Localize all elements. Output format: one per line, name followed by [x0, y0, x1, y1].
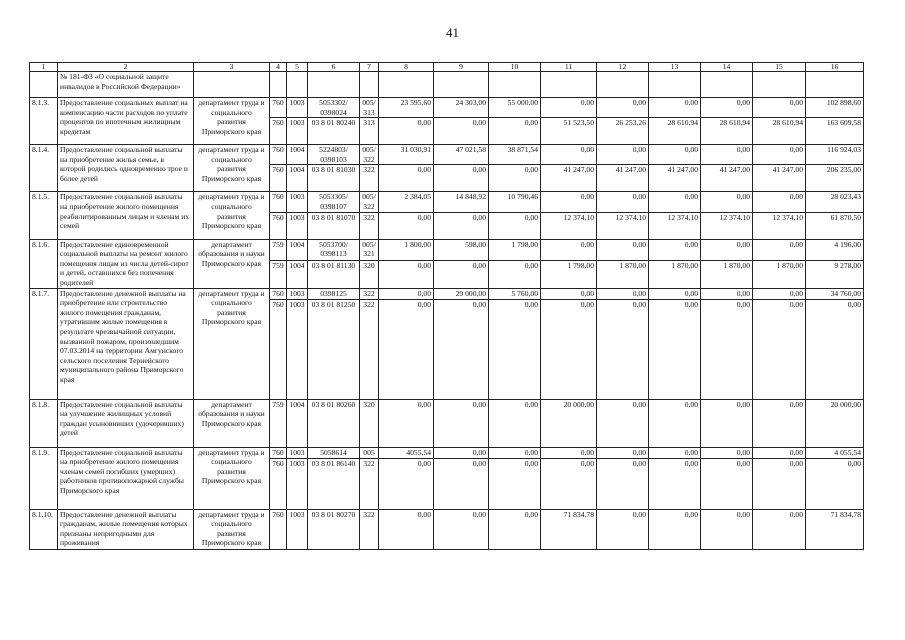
column-header: 13: [649, 63, 701, 72]
responsible-org: департамент труда и социального развития Приморского края: [194, 98, 270, 145]
year-amount: 0,00: [489, 260, 541, 288]
year-amount: 0,00: [753, 447, 806, 458]
year-amount: 14 848,92: [434, 192, 489, 212]
target-article: 03 8 01 81070: [308, 212, 360, 239]
item-name: Предоставление денежной выплаты на приобретение или строительство жилого помещения гражданам, утратившим жилые помещения в результате чрезвычайной ситуации, вызванной пожаром, произошедшим 07.03.2014 на территории Амгунского сельского поселения Тернейского муниципального района Приморского края: [58, 288, 194, 399]
year-amount: 0,00: [597, 192, 649, 212]
item-code: 8.1.5.: [30, 192, 58, 239]
expense-type: 005/ 321: [360, 239, 379, 260]
year-amount: 0,00: [753, 239, 806, 260]
year-amount: 0,00: [489, 212, 541, 239]
responsible-org: департамент труда и социального развития Приморского края: [194, 288, 270, 399]
year-amount: 0,00: [649, 458, 701, 509]
total-amount: 0,00: [806, 299, 864, 399]
year-amount: 0,00: [379, 288, 434, 299]
year-amount: 0,00: [434, 509, 489, 549]
item-name: Предоставление социальной выплаты на улучшение жилищных условий граждан усыновивших (удочеривших) детей: [58, 399, 194, 447]
total-amount: 163 609,58: [806, 118, 864, 145]
column-header: 16: [806, 63, 864, 72]
year-amount: 28 610,94: [753, 118, 806, 145]
table-row: [30, 509, 864, 549]
section-code: 1004: [287, 399, 308, 447]
year-amount: 1 870,00: [753, 260, 806, 288]
column-header: 3: [194, 63, 270, 72]
year-amount: [434, 72, 489, 98]
section-code: 1003: [287, 299, 308, 399]
item-name: Предоставление социальной выплаты на приобретение жилого помещения реабилитированным лицам и членам их семей: [58, 192, 194, 239]
target-article: [308, 72, 360, 98]
year-amount: 0,00: [753, 192, 806, 212]
section-code: 1004: [287, 239, 308, 260]
target-article: 5053700/ 0398113: [308, 239, 360, 260]
total-amount: 116 924,03: [806, 145, 864, 165]
responsible-org: департамент труда и социального развития Приморского края: [194, 145, 270, 192]
total-amount: [806, 72, 864, 98]
responsible-org: департамент труда и социального развития Приморского края: [194, 192, 270, 239]
year-amount: 47 021,58: [434, 145, 489, 165]
year-amount: 0,00: [753, 509, 806, 549]
year-amount: [597, 72, 649, 98]
item-code: 8.1.9.: [30, 447, 58, 509]
year-amount: 0,00: [434, 260, 489, 288]
year-amount: 0,00: [434, 212, 489, 239]
expense-type: 320: [360, 399, 379, 447]
column-header: 15: [753, 63, 806, 72]
year-amount: 0,00: [649, 447, 701, 458]
responsible-org: департамент труда и социального развития Приморского края: [194, 447, 270, 509]
item-code: 8.1.6.: [30, 239, 58, 288]
year-amount: 0,00: [649, 98, 701, 118]
year-amount: 0,00: [489, 509, 541, 549]
grbs-code: 760: [270, 192, 287, 212]
expense-type: 322: [360, 509, 379, 549]
section-code: 1003: [287, 118, 308, 145]
year-amount: 12 374,10: [541, 212, 597, 239]
year-amount: 0,00: [649, 399, 701, 447]
year-amount: 71 834,78: [541, 509, 597, 549]
year-amount: 0,00: [379, 458, 434, 509]
year-amount: 0,00: [541, 145, 597, 165]
table-row: [30, 192, 864, 212]
year-amount: 4055,54: [379, 447, 434, 458]
total-amount: 0,00: [806, 458, 864, 509]
expense-type: 322: [360, 299, 379, 399]
year-amount: [541, 72, 597, 98]
year-amount: 0,00: [379, 399, 434, 447]
item-code: 8.1.7.: [30, 288, 58, 399]
year-amount: 2 384,05: [379, 192, 434, 212]
year-amount: 0,00: [379, 260, 434, 288]
item-code: 8.1.3.: [30, 98, 58, 145]
year-amount: 0,00: [597, 399, 649, 447]
target-article: 03 8 01 86140: [308, 458, 360, 509]
total-amount: 4 196,00: [806, 239, 864, 260]
item-name: Предоставление денежной выплаты гражданам, жилые помещения которых признаны непригодными для проживания: [58, 509, 194, 549]
year-amount: 0,00: [701, 98, 753, 118]
year-amount: 0,00: [434, 299, 489, 399]
year-amount: 5 760,00: [489, 288, 541, 299]
year-amount: [701, 72, 753, 98]
year-amount: 0,00: [541, 288, 597, 299]
section-code: 1003: [287, 98, 308, 118]
year-amount: 0,00: [379, 212, 434, 239]
item-name: № 181-ФЗ «О социальной защите инвалидов в Российской Федерации»: [58, 72, 194, 98]
expense-type: [360, 72, 379, 98]
section-code: 1003: [287, 288, 308, 299]
section-code: 1003: [287, 509, 308, 549]
expense-type: 313: [360, 118, 379, 145]
year-amount: 28 610,94: [649, 118, 701, 145]
year-amount: 41 247,00: [701, 165, 753, 192]
expense-type: 005/ 313: [360, 98, 379, 118]
column-header: 1: [30, 63, 58, 72]
total-amount: 34 760,00: [806, 288, 864, 299]
year-amount: 0,00: [379, 165, 434, 192]
responsible-org: департамент образования и науки Приморского края: [194, 239, 270, 288]
year-amount: 0,00: [701, 299, 753, 399]
year-amount: 0,00: [597, 239, 649, 260]
target-article: 03 8 01 80270: [308, 509, 360, 549]
year-amount: 0,00: [753, 399, 806, 447]
expense-type: 005/ 322: [360, 145, 379, 165]
column-header: 12: [597, 63, 649, 72]
item-code: 8.1.8.: [30, 399, 58, 447]
year-amount: 26 253,26: [597, 118, 649, 145]
grbs-code: [270, 72, 287, 98]
item-name: Предоставление социальной выплаты на приобретение жилого помещения членам семей погибших (умерших) работников противопожарной службы Приморского края: [58, 447, 194, 509]
year-amount: 41 247,00: [541, 165, 597, 192]
table-body: [30, 63, 864, 550]
year-amount: 0,00: [753, 458, 806, 509]
responsible-org: департамент труда и социального развития Приморского края: [194, 509, 270, 549]
year-amount: 0,00: [541, 458, 597, 509]
column-header: 6: [308, 63, 360, 72]
section-code: 1003: [287, 447, 308, 458]
year-amount: 0,00: [649, 239, 701, 260]
year-amount: 0,00: [597, 447, 649, 458]
year-amount: 0,00: [489, 447, 541, 458]
table-row: [30, 399, 864, 447]
year-amount: 1 870,00: [649, 260, 701, 288]
column-header: 4: [270, 63, 287, 72]
grbs-code: 760: [270, 98, 287, 118]
column-header: 8: [379, 63, 434, 72]
section-code: 1003: [287, 458, 308, 509]
year-amount: 0,00: [434, 447, 489, 458]
grbs-code: 760: [270, 165, 287, 192]
item-code: 8.1.4.: [30, 145, 58, 192]
grbs-code: 760: [270, 212, 287, 239]
table-row: [30, 239, 864, 260]
year-amount: 0,00: [753, 98, 806, 118]
year-amount: 0,00: [701, 288, 753, 299]
total-amount: 4 055,54: [806, 447, 864, 458]
table-row: [30, 98, 864, 118]
year-amount: 51 523,50: [541, 118, 597, 145]
column-header: 9: [434, 63, 489, 72]
grbs-code: 759: [270, 399, 287, 447]
year-amount: 0,00: [597, 299, 649, 399]
year-amount: 0,00: [434, 118, 489, 145]
year-amount: 1 870,00: [701, 260, 753, 288]
section-code: [287, 72, 308, 98]
expense-type: 322: [360, 458, 379, 509]
year-amount: 0,00: [489, 399, 541, 447]
year-amount: 0,00: [541, 239, 597, 260]
total-amount: 102 898,60: [806, 98, 864, 118]
year-amount: 0,00: [701, 192, 753, 212]
year-amount: 0,00: [701, 145, 753, 165]
column-header: 2: [58, 63, 194, 72]
item-name: Предоставление социальных выплат на компенсацию части расходов по уплате процентов по ипотечным жилищным кредитам: [58, 98, 194, 145]
grbs-code: 760: [270, 299, 287, 399]
year-amount: 12 374,10: [649, 212, 701, 239]
year-amount: 0,00: [434, 165, 489, 192]
year-amount: 0,00: [489, 165, 541, 192]
year-amount: 1 798,00: [489, 239, 541, 260]
total-amount: 71 834,78: [806, 509, 864, 549]
target-article: 0398125: [308, 288, 360, 299]
expense-type: 322: [360, 165, 379, 192]
column-header: 7: [360, 63, 379, 72]
year-amount: 0,00: [701, 509, 753, 549]
year-amount: 0,00: [597, 145, 649, 165]
year-amount: 20 000,00: [541, 399, 597, 447]
section-code: 1003: [287, 212, 308, 239]
year-amount: 0,00: [701, 239, 753, 260]
target-article: 03 8 01 80260: [308, 399, 360, 447]
year-amount: 0,00: [753, 299, 806, 399]
table-row: [30, 288, 864, 299]
total-amount: 9 278,00: [806, 260, 864, 288]
year-amount: 0,00: [489, 118, 541, 145]
page-number: 41: [446, 25, 459, 40]
item-code: [30, 72, 58, 98]
expense-type: 322: [360, 212, 379, 239]
year-amount: 1 798,00: [541, 260, 597, 288]
header-row: [30, 63, 864, 72]
column-header: 11: [541, 63, 597, 72]
section-code: 1003: [287, 192, 308, 212]
target-article: 03 8 01 81250: [308, 299, 360, 399]
target-article: 03 8 01 81030: [308, 165, 360, 192]
year-amount: 0,00: [379, 118, 434, 145]
total-amount: 61 870,50: [806, 212, 864, 239]
year-amount: 12 374,10: [701, 212, 753, 239]
year-amount: 0,00: [379, 299, 434, 399]
year-amount: 1 800,00: [379, 239, 434, 260]
year-amount: 29 000,00: [434, 288, 489, 299]
expense-type: 320: [360, 260, 379, 288]
year-amount: 0,00: [434, 399, 489, 447]
year-amount: 0,00: [701, 399, 753, 447]
year-amount: 55 000,00: [489, 98, 541, 118]
total-amount: 206 235,00: [806, 165, 864, 192]
year-amount: 12 374,10: [753, 212, 806, 239]
year-amount: 1 870,00: [597, 260, 649, 288]
total-amount: 20 000,00: [806, 399, 864, 447]
year-amount: 0,00: [489, 299, 541, 399]
responsible-org: [194, 72, 270, 98]
section-code: 1004: [287, 145, 308, 165]
grbs-code: 760: [270, 145, 287, 165]
total-amount: 28 023,43: [806, 192, 864, 212]
year-amount: 0,00: [597, 288, 649, 299]
year-amount: 24 303,00: [434, 98, 489, 118]
year-amount: 0,00: [541, 192, 597, 212]
grbs-code: 760: [270, 447, 287, 458]
year-amount: 28 610,94: [701, 118, 753, 145]
year-amount: 0,00: [649, 192, 701, 212]
year-amount: 0,00: [541, 299, 597, 399]
year-amount: 12 374,10: [597, 212, 649, 239]
grbs-code: 760: [270, 509, 287, 549]
year-amount: 0,00: [701, 458, 753, 509]
year-amount: 0,00: [434, 458, 489, 509]
year-amount: 0,00: [597, 458, 649, 509]
grbs-code: 760: [270, 118, 287, 145]
target-article: 5058614: [308, 447, 360, 458]
grbs-code: 760: [270, 288, 287, 299]
year-amount: 0,00: [649, 299, 701, 399]
year-amount: 0,00: [597, 98, 649, 118]
column-header: 10: [489, 63, 541, 72]
column-header: 14: [701, 63, 753, 72]
year-amount: 0,00: [753, 145, 806, 165]
year-amount: 0,00: [489, 458, 541, 509]
year-amount: [649, 72, 701, 98]
year-amount: 31 030,91: [379, 145, 434, 165]
year-amount: 0,00: [649, 509, 701, 549]
section-code: 1004: [287, 260, 308, 288]
responsible-org: департамент образования и науки Приморского края: [194, 399, 270, 447]
budget-table: [29, 62, 864, 550]
grbs-code: 759: [270, 260, 287, 288]
section-code: 1004: [287, 165, 308, 192]
expense-type: 005/ 322: [360, 192, 379, 212]
target-article: 03 8 01 81130: [308, 260, 360, 288]
year-amount: 41 247,00: [753, 165, 806, 192]
year-amount: 10 790,46: [489, 192, 541, 212]
table-row: [30, 145, 864, 165]
target-article: 5224803/ 0398103: [308, 145, 360, 165]
year-amount: 0,00: [649, 145, 701, 165]
year-amount: 0,00: [541, 98, 597, 118]
target-article: 5053302/ 0398024: [308, 98, 360, 118]
expense-type: 005: [360, 447, 379, 458]
target-article: 5053305/ 0398107: [308, 192, 360, 212]
grbs-code: 759: [270, 239, 287, 260]
year-amount: [379, 72, 434, 98]
table-row: [30, 72, 864, 98]
target-article: 03 8 01 80240: [308, 118, 360, 145]
year-amount: 41 247,00: [649, 165, 701, 192]
item-name: Предоставление социальной выплаты на приобретение жилья семье, в которой родились одновременно трое и более детей: [58, 145, 194, 192]
year-amount: 0,00: [649, 288, 701, 299]
year-amount: 0,00: [597, 509, 649, 549]
year-amount: 0,00: [541, 447, 597, 458]
grbs-code: 760: [270, 458, 287, 509]
year-amount: 0,00: [701, 447, 753, 458]
table-row: [30, 447, 864, 458]
year-amount: [489, 72, 541, 98]
year-amount: 23 595,60: [379, 98, 434, 118]
year-amount: 0,00: [753, 288, 806, 299]
expense-type: 322: [360, 288, 379, 299]
year-amount: [753, 72, 806, 98]
item-name: Предоставление единовременной социальной выплаты на ремонт жилого помещения лицам из числа детей-сирот и детей, оставшихся без попечения родителей: [58, 239, 194, 288]
year-amount: 38 871,54: [489, 145, 541, 165]
column-header: 5: [287, 63, 308, 72]
year-amount: 598,00: [434, 239, 489, 260]
item-code: 8.1.10.: [30, 509, 58, 549]
year-amount: 41 247,00: [597, 165, 649, 192]
year-amount: 0,00: [379, 509, 434, 549]
